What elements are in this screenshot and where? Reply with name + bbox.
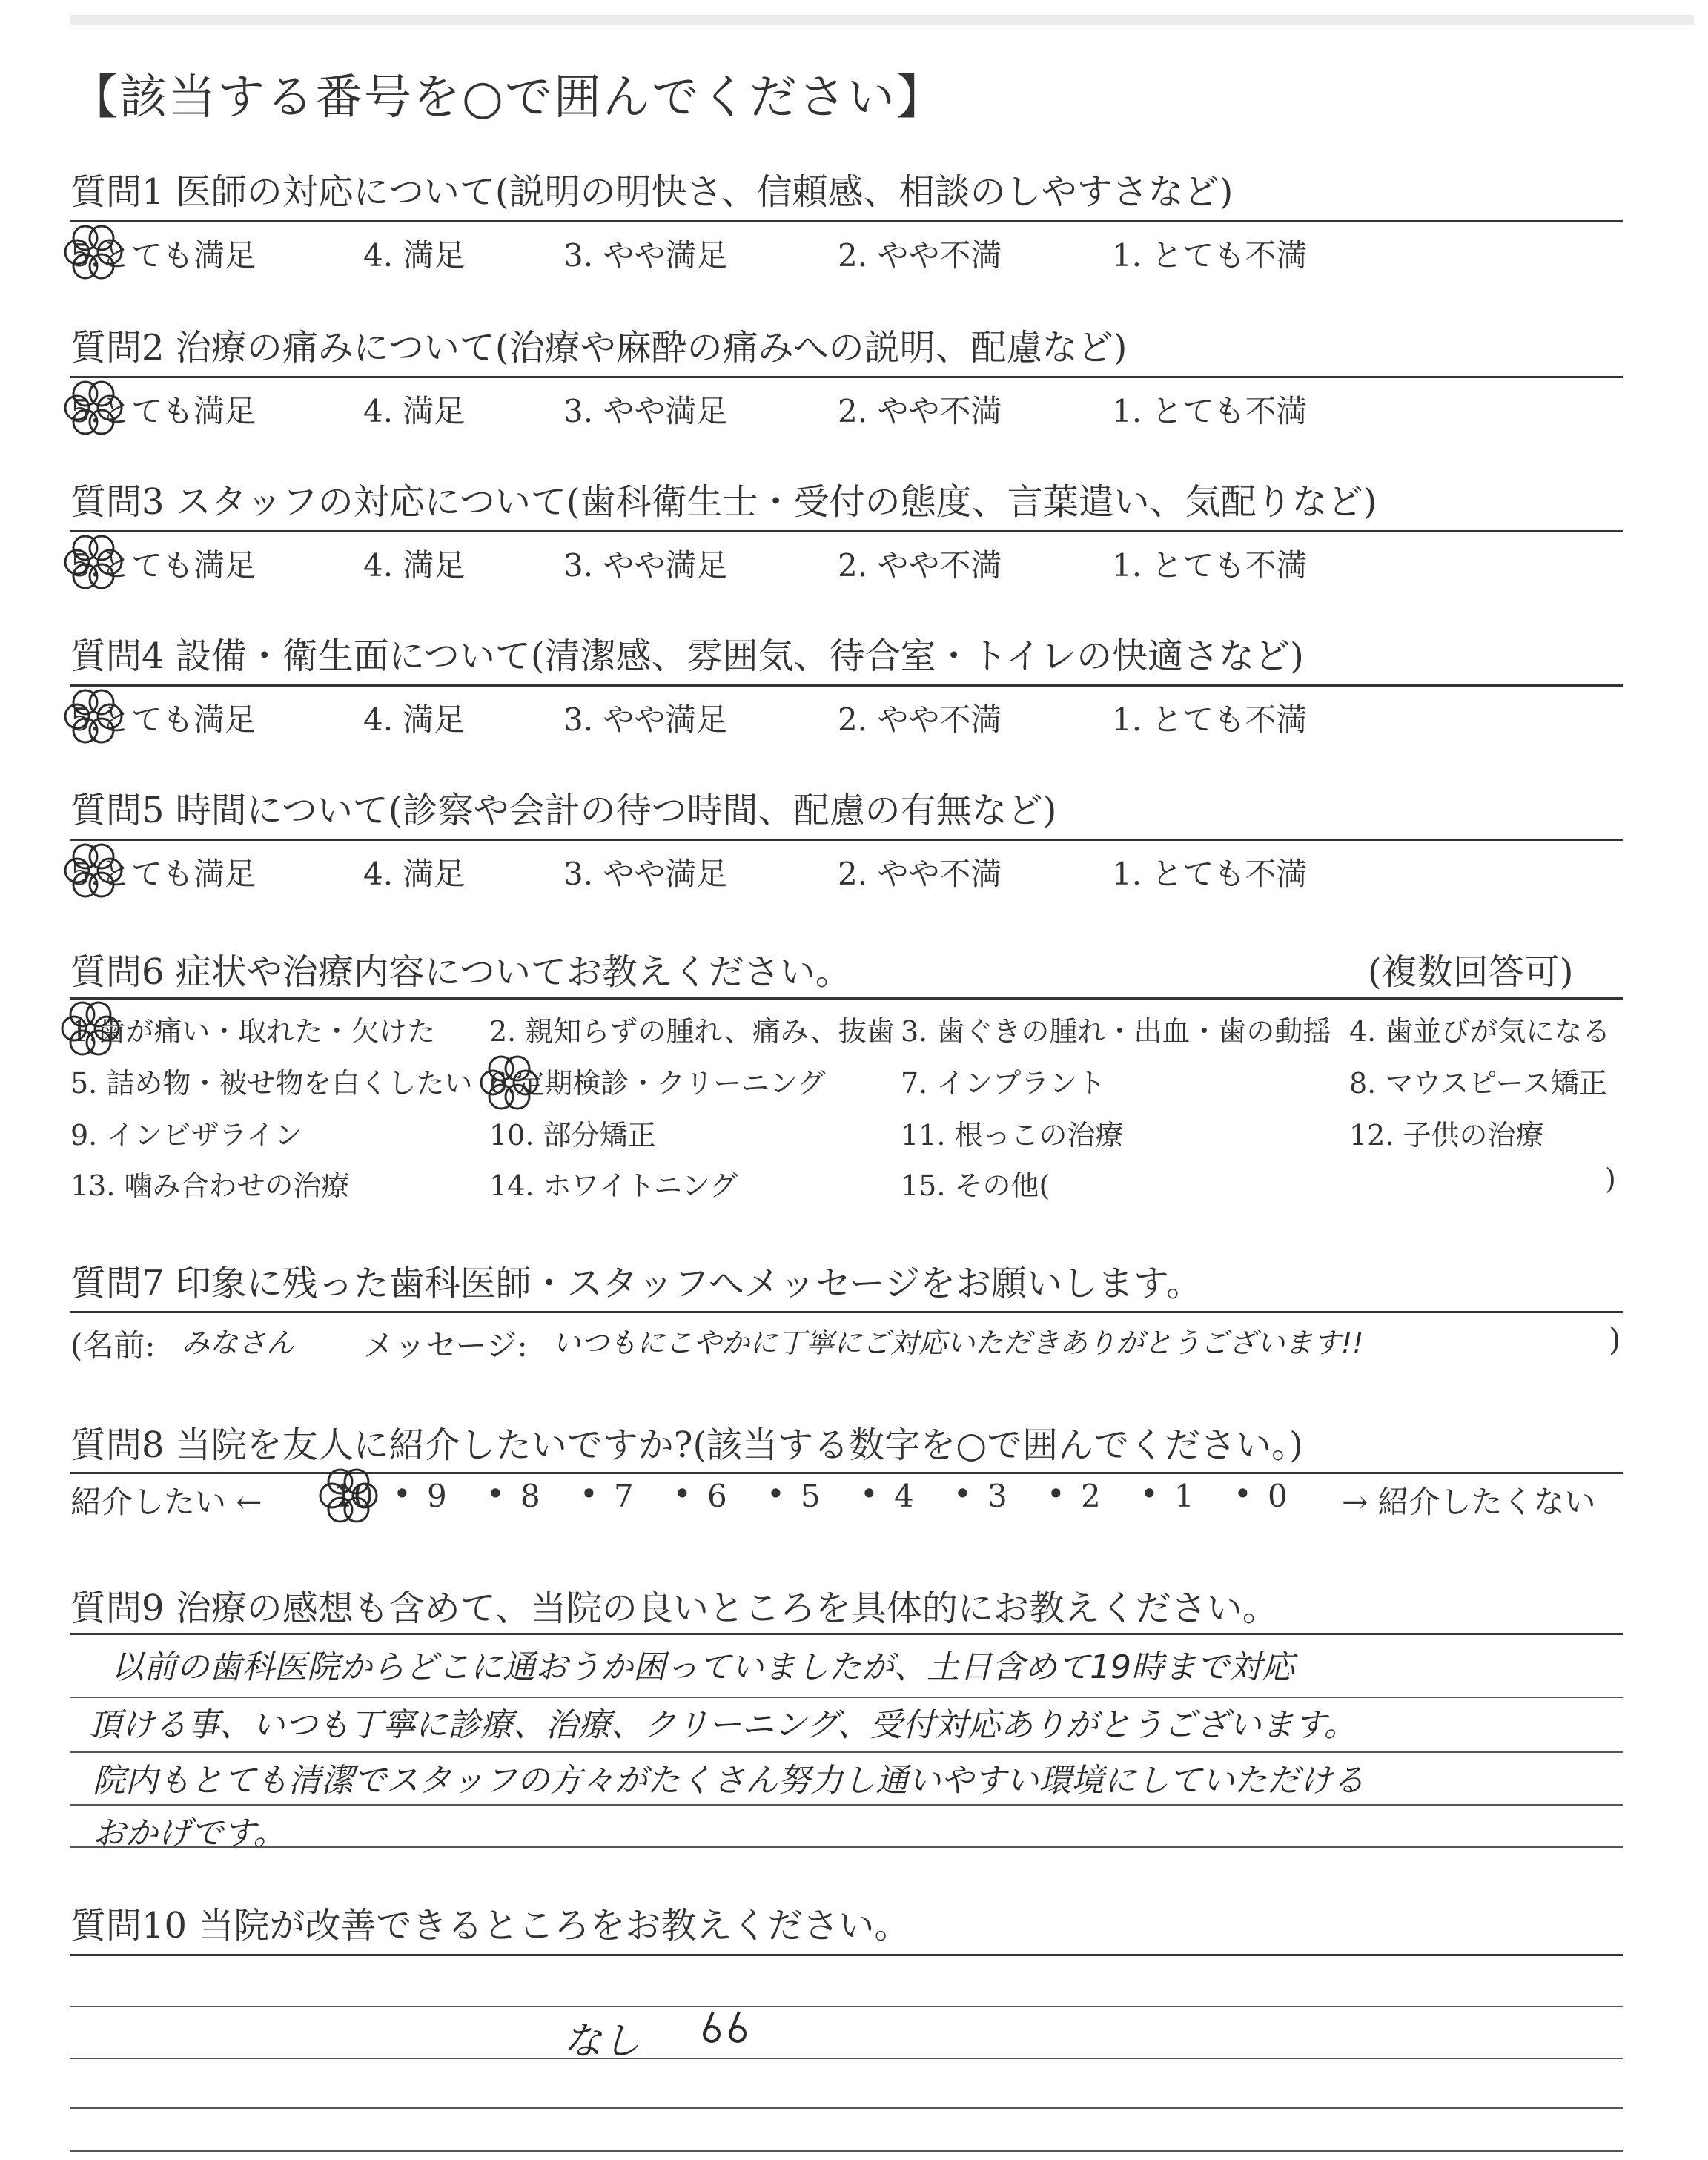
q6-option-6[interactable]: 6.定期検診・クリーニング: [489, 1067, 826, 1100]
q6-option-2[interactable]: 2. 親知らずの腫れ、痛み、抜歯: [489, 1015, 895, 1048]
q10-title: 質問10 当院が改善できるところをお教えください。: [70, 1905, 910, 1946]
question-5-title: 質問5 時間について(診察や会計の待つ時間、配慮の有無など): [70, 790, 1057, 831]
selected-circle-icon: [59, 997, 122, 1060]
q8-rule: [70, 1472, 1623, 1474]
q10-answer: なし: [563, 2019, 641, 2064]
q6-option-7[interactable]: 7. インプラント: [901, 1067, 1106, 1100]
q10-line: [70, 2150, 1623, 2152]
q6-option-4[interactable]: 4. 歯並びが気になる: [1349, 1015, 1611, 1048]
question-1-rule: [70, 220, 1623, 222]
question-1-option-2[interactable]: 2. やや不満: [838, 237, 1002, 274]
q6-option-15[interactable]: 15. その他(: [901, 1169, 1050, 1202]
q9-line: [70, 1804, 1623, 1806]
question-1-option-5[interactable]: 5.とても満足: [70, 237, 256, 274]
q8-scale-dot: •: [860, 1476, 878, 1512]
question-5-rule: [70, 839, 1623, 841]
q6-title: 質問6 症状や治療内容についてお教えください。: [70, 951, 851, 993]
question-4-option-2[interactable]: 2. やや不満: [838, 701, 1002, 738]
q6-option-11[interactable]: 11. 根っこの治療: [901, 1119, 1124, 1152]
q9-answer-line-4: おかげです。: [93, 1814, 286, 1852]
q6-option-16[interactable]: ): [1605, 1163, 1616, 1195]
question-2-option-2[interactable]: 2. やや不満: [838, 393, 1002, 429]
q8-scale-4[interactable]: 4: [894, 1478, 914, 1514]
question-5-option-5[interactable]: 5.とても満足: [70, 856, 256, 892]
q6-option-9[interactable]: 9. インビザライン: [70, 1119, 303, 1152]
question-5-option-4[interactable]: 4. 満足: [363, 856, 466, 892]
selected-circle-icon: [317, 1464, 380, 1527]
question-3-option-3[interactable]: 3. やや満足: [563, 547, 728, 584]
q8-scale-1[interactable]: 1: [1174, 1478, 1194, 1514]
question-2-option-1[interactable]: 1. とても不満: [1112, 393, 1308, 429]
smile-doodle-icon: [697, 2006, 756, 2050]
q8-left-label: 紹介したい ←: [70, 1484, 262, 1520]
question-4-title: 質問4 設備・衛生面について(清潔感、雰囲気、待合室・トイレの快適さなど): [70, 635, 1304, 677]
q10-line: [70, 2058, 1623, 2059]
question-4-option-3[interactable]: 3. やや満足: [563, 701, 728, 738]
selected-circle-icon: [62, 531, 125, 593]
q8-scale-dot: •: [393, 1476, 411, 1512]
q8-scale-5[interactable]: 5: [801, 1478, 821, 1514]
q7-close: ): [1609, 1321, 1621, 1358]
q10-line: [70, 2006, 1623, 2007]
q7-name-value: みなさん: [182, 1327, 295, 1359]
q10-line: [70, 2107, 1623, 2109]
q6-rule: [70, 997, 1623, 1000]
q6-option-1[interactable]: 1.歯が痛い・取れた・欠けた: [70, 1015, 436, 1048]
question-4-rule: [70, 684, 1623, 687]
q8-scale-6[interactable]: 6: [707, 1478, 727, 1514]
top-bar: [70, 15, 1694, 25]
q9-line: [70, 1846, 1623, 1848]
question-2-rule: [70, 376, 1623, 378]
question-4-option-4[interactable]: 4. 満足: [363, 701, 466, 738]
question-3-option-1[interactable]: 1. とても不満: [1112, 547, 1308, 584]
q8-scale-0[interactable]: 0: [1268, 1478, 1288, 1514]
q8-scale-2[interactable]: 2: [1081, 1478, 1101, 1514]
q6-option-14[interactable]: 14. ホワイトニング: [489, 1169, 738, 1202]
question-1-option-4[interactable]: 4. 満足: [363, 237, 466, 274]
question-3-option-2[interactable]: 2. やや不満: [838, 547, 1002, 584]
q6-option-13[interactable]: 13. 噛み合わせの治療: [70, 1169, 350, 1202]
q6-option-3[interactable]: 3. 歯ぐきの腫れ・出血・歯の動揺: [901, 1015, 1331, 1048]
q6-option-10[interactable]: 10. 部分矯正: [489, 1119, 656, 1152]
question-4-option-5[interactable]: 5.とても満足: [70, 701, 256, 738]
q6-option-5[interactable]: 5. 詰め物・被せ物を白くしたい: [70, 1067, 473, 1100]
q7-name-label: (名前:: [70, 1327, 156, 1364]
selected-circle-icon: [478, 1051, 540, 1114]
question-5-option-3[interactable]: 3. やや満足: [563, 856, 728, 892]
q8-scale-dot: •: [673, 1476, 692, 1512]
q9-answer-line-2: 頂ける事、いつも丁寧に診療、治療、クリーニング、受付対応ありがとうございます。: [89, 1706, 1357, 1744]
question-2-option-3[interactable]: 3. やや満足: [563, 393, 728, 429]
q8-scale-7[interactable]: 7: [614, 1478, 634, 1514]
q6-option-8[interactable]: 8. マウスピース矯正: [1349, 1067, 1607, 1100]
q8-scale-dot: •: [1047, 1476, 1065, 1512]
q8-scale-3[interactable]: 3: [987, 1478, 1007, 1514]
question-3-option-4[interactable]: 4. 満足: [363, 547, 466, 584]
selected-circle-icon: [62, 377, 125, 439]
question-3-rule: [70, 530, 1623, 532]
q8-scale-dot: •: [1234, 1476, 1252, 1512]
q8-scale-9[interactable]: 9: [427, 1478, 447, 1514]
q8-title: 質問8 当院を友人に紹介したいですか?(該当する数字を○で囲んでください。): [70, 1424, 1303, 1466]
q8-scale-dot: •: [767, 1476, 785, 1512]
selected-circle-icon: [62, 221, 125, 283]
question-4-option-1[interactable]: 1. とても不満: [1112, 701, 1308, 738]
selected-circle-icon: [62, 685, 125, 747]
q7-message-value: いつもにこやかに丁寧にご対応いただきありがとうございます!!: [552, 1327, 1364, 1359]
q8-scale-dot: •: [953, 1476, 972, 1512]
question-2-option-4[interactable]: 4. 満足: [363, 393, 466, 429]
q9-title: 質問9 治療の感想も含めて、当院の良いところを具体的にお教えください。: [70, 1588, 1278, 1629]
question-3-option-5[interactable]: 5.とても満足: [70, 547, 256, 584]
question-3-title: 質問3 スタッフの対応について(歯科衛生士・受付の態度、言葉遣い、気配りなど): [70, 481, 1377, 523]
q7-message-label: メッセージ:: [363, 1327, 528, 1364]
q6-option-12[interactable]: 12. 子供の治療: [1349, 1119, 1544, 1152]
q7-title: 質問7 印象に残った歯科医師・スタッフへメッセージをお願いします。: [70, 1263, 1202, 1304]
q8-scale-dot: •: [1140, 1476, 1159, 1512]
question-5-option-2[interactable]: 2. やや不満: [838, 856, 1002, 892]
q10-rule: [70, 1954, 1623, 1956]
q8-right-label: → 紹介したくない: [1342, 1484, 1596, 1520]
question-5-option-1[interactable]: 1. とても不満: [1112, 856, 1308, 892]
question-1-title: 質問1 医師の対応について(説明の明快さ、信頼感、相談のしやすさなど): [70, 171, 1234, 213]
q8-scale-10[interactable]: 10: [334, 1478, 374, 1514]
q8-scale-dot: •: [486, 1476, 505, 1512]
q9-rule: [70, 1633, 1623, 1635]
question-1-option-3[interactable]: 3. やや満足: [563, 237, 728, 274]
q9-line: [70, 1751, 1623, 1753]
question-1-option-1[interactable]: 1. とても不満: [1112, 237, 1308, 274]
question-2-title: 質問2 治療の痛みについて(治療や麻酔の痛みへの説明、配慮など): [70, 327, 1128, 369]
selected-circle-icon: [62, 839, 125, 902]
q8-scale-8[interactable]: 8: [520, 1478, 540, 1514]
q8-scale-dot: •: [580, 1476, 598, 1512]
page-heading: 【該当する番号を○で囲んでください】: [70, 70, 945, 125]
q9-answer-line-3: 院内もとても清潔でスタッフの方々がたくさん努力し通いやすい環境にしていただける: [93, 1762, 1365, 1800]
q6-note: (複数回答可): [1368, 951, 1574, 993]
q7-rule: [70, 1311, 1623, 1313]
question-2-option-5[interactable]: 5.とても満足: [70, 393, 256, 429]
q9-answer-line-1: 以前の歯科医院からどこに通おうか困っていましたが、土日含めて19時まで対応: [111, 1648, 1294, 1686]
